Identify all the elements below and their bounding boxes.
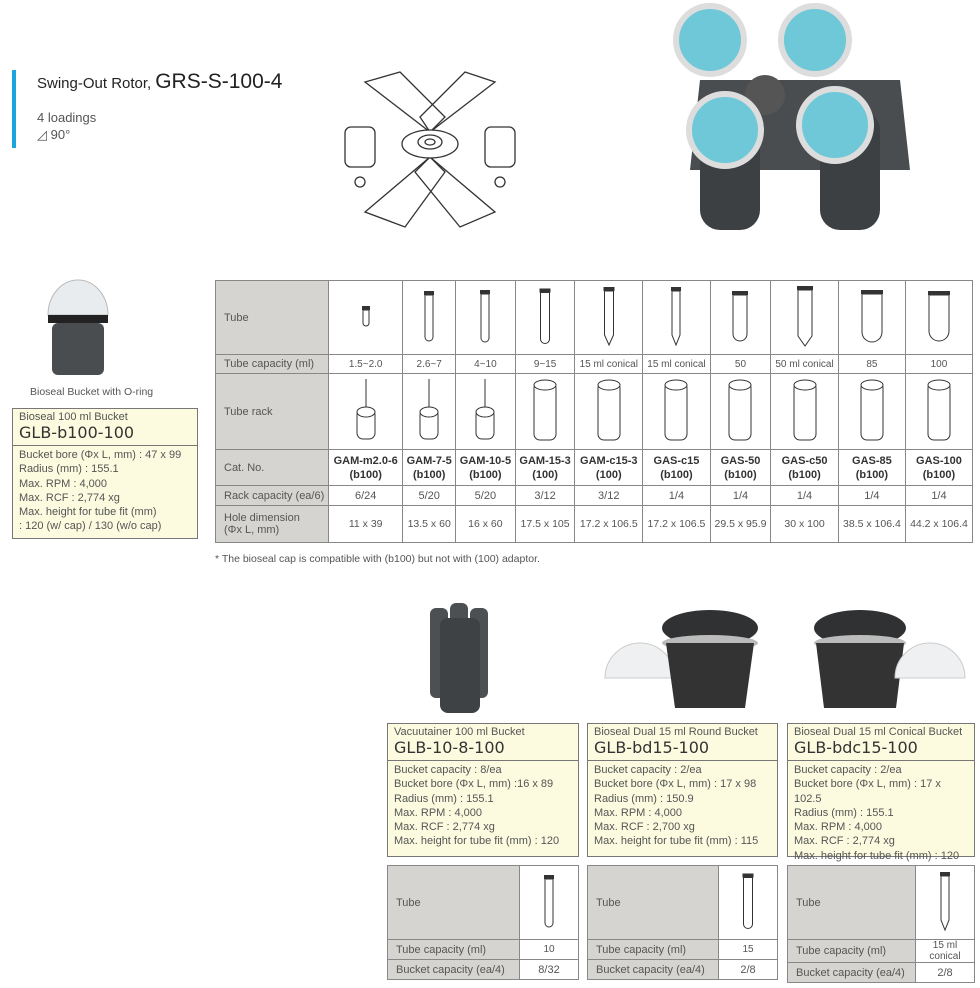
compatibility-table [215, 280, 973, 543]
tube-cell [719, 866, 778, 940]
row-label-capacity: Tube capacity (ml) [388, 940, 520, 960]
tube-cell [838, 281, 905, 355]
tube-icon [728, 866, 768, 936]
cat-no-cell [456, 450, 516, 486]
spec-line: Max. height for tube fit (mm) : 120 [394, 835, 560, 848]
tube-cell [515, 281, 575, 355]
rack-cell [643, 374, 711, 450]
rack-cell [838, 374, 905, 450]
bucket-cat-no: GLB-bd15-100 [594, 738, 710, 757]
spec-line: Bucket bore (Φx L, mm) : 17 x 102.5 [794, 778, 941, 805]
cat-no-cell [710, 450, 770, 486]
cat-adaptor: (b100) [412, 468, 446, 481]
rotor-photo [640, 0, 960, 245]
tube-icon [465, 281, 505, 351]
cat-no-cell [403, 450, 456, 486]
tube-rack-icon [409, 374, 449, 446]
rack-capacity-cell: 1/4 [643, 486, 711, 506]
label-line: Hole dimension [224, 512, 300, 524]
tube-cell [329, 281, 403, 355]
spec-line: Bucket bore (Φx L, mm) : 47 x 99 [19, 449, 182, 461]
spec-line: Max. height for tube fit (mm) [19, 506, 157, 519]
capacity-cell: 2.6~7 [403, 355, 456, 374]
rack-capacity-cell: 1/4 [838, 486, 905, 506]
rack-capacity-cell: 5/20 [403, 486, 456, 506]
cat-no: GAM-10-5 [459, 454, 512, 467]
tube-icon [919, 281, 959, 351]
hole-cell: 13.5 x 60 [403, 506, 456, 543]
page-title [37, 70, 282, 94]
rack-cell [403, 374, 456, 450]
capacity-cell: 100 [905, 355, 972, 374]
cat-no-cell [905, 450, 972, 486]
rack-cell [905, 374, 972, 450]
bucket-table-1 [587, 865, 778, 980]
spec-line: Bucket capacity : 8/ea [394, 764, 502, 776]
capacity-cell: 15 ml conical [575, 355, 643, 374]
cat-no-cell [575, 450, 643, 486]
tube-rack-icon [589, 374, 629, 446]
spec-line: Bucket bore (Φx L, mm) : 17 x 98 [594, 778, 757, 791]
cat-no: GAM-m2.0-6 [333, 454, 398, 467]
tube-icon [525, 281, 565, 351]
bucket-cat-no: GLB-bdc15-100 [794, 738, 918, 757]
bucket-cat-no: GLB-b100-100 [19, 423, 135, 442]
tube-rack-icon [656, 374, 696, 446]
spec-line: : 120 (w/ cap) / 130 (w/o cap) [19, 520, 162, 533]
tube-icon [589, 281, 629, 351]
accent-bar [12, 70, 16, 148]
bucket-table-2 [787, 865, 975, 983]
cat-adaptor: (b100) [788, 468, 821, 481]
footnote: * The bioseal cap is compatible with (b100) but not with (100) adaptor. [215, 553, 540, 565]
row-label-bucket-capacity: Bucket capacity (ea/4) [788, 963, 916, 983]
row-label-tube: Tube [788, 866, 916, 940]
model-number: GRS-S-100-4 [155, 70, 283, 93]
row-label-bucket-capacity: Bucket capacity (ea/4) [388, 960, 520, 980]
cat-no-cell [515, 450, 575, 486]
spec-line: Max. RCF : 2,700 xg [594, 821, 695, 834]
cat-adaptor: (100) [595, 468, 622, 481]
bucket-name: Bioseal 100 ml Bucket [19, 411, 128, 423]
rack-capacity-cell: 1/4 [771, 486, 839, 506]
tube-rack-icon [720, 374, 760, 446]
spec-line: Radius (mm) : 155.1 [794, 806, 894, 819]
row-label-tube: Tube [216, 281, 329, 355]
hole-cell: 17.2 x 106.5 [575, 506, 643, 543]
spec-line: Max. RPM : 4,000 [394, 806, 483, 819]
rack-capacity-cell: 3/12 [515, 486, 575, 506]
bucket-caption: Bioseal Bucket with O-ring [30, 386, 154, 398]
tube-cell [710, 281, 770, 355]
row-label-tube: Tube [588, 866, 719, 940]
rack-cell [329, 374, 403, 450]
cat-no-cell [643, 450, 711, 486]
title-text: Swing-Out Rotor, [37, 75, 152, 92]
label-line: (Φx L, mm) [224, 524, 280, 536]
cat-no: GAS-c50 [781, 454, 828, 467]
rack-capacity-cell: 3/12 [575, 486, 643, 506]
cat-no: GAS-50 [720, 454, 761, 467]
rack-cell [515, 374, 575, 450]
tube-cell [575, 281, 643, 355]
cat-adaptor: (b100) [922, 468, 956, 481]
tube-cell [643, 281, 711, 355]
capacity-cell: 50 [710, 355, 770, 374]
tube-rack-icon [785, 374, 825, 446]
bucket-capacity-cell: 2/8 [719, 960, 778, 980]
main-bucket-spec [12, 408, 198, 539]
tube-cell [520, 866, 579, 940]
cat-adaptor: (100) [532, 468, 558, 481]
cat-adaptor: (b100) [724, 468, 757, 481]
table-row-rack [216, 374, 973, 450]
cat-adaptor: (b100) [855, 468, 889, 481]
spec-line: Max. RCF : 2,774 xg [19, 491, 120, 504]
tube-cell [403, 281, 456, 355]
row-label-hole [216, 506, 329, 543]
row-label-capacity: Tube capacity (ml) [216, 355, 329, 374]
table-row-capacity [216, 355, 973, 374]
spec-line: Max. height for tube fit (mm) : 115 [594, 835, 759, 848]
spec-line: Max. RPM : 4,000 [594, 806, 683, 819]
spec-line: Radius (mm) : 155.1 [19, 463, 119, 476]
capacity-cell: 1.5~2.0 [329, 355, 403, 374]
hole-cell: 17.5 x 105 [515, 506, 575, 543]
bucket-name: Vacuutainer 100 ml Bucket [394, 726, 525, 738]
tube-cell [905, 281, 972, 355]
capacity-cell: 15 [719, 940, 778, 960]
table-row-rack-capacity [216, 486, 973, 506]
rack-capacity-cell: 6/24 [329, 486, 403, 506]
cat-adaptor: (b100) [469, 468, 502, 481]
row-label-capacity: Tube capacity (ml) [588, 940, 719, 960]
bucket-spec-0 [387, 723, 579, 857]
cat-no: GAS-85 [852, 454, 892, 467]
row-label-cat: Cat. No. [216, 450, 329, 486]
bucket-name: Bioseal Dual 15 ml Conical Bucket [794, 726, 963, 738]
spec-line: Radius (mm) : 150.9 [594, 792, 694, 805]
bucket-cat-no: GLB-10-8-100 [394, 738, 505, 757]
bucket-spec-2 [787, 723, 975, 862]
tube-icon [409, 281, 449, 351]
bucket-name: Bioseal Dual 15 ml Round Bucket [594, 726, 758, 738]
hole-cell: 29.5 x 95.9 [710, 506, 770, 543]
cat-no: GAM-15-3 [519, 454, 571, 467]
rack-cell [575, 374, 643, 450]
capacity-cell: 9~15 [515, 355, 575, 374]
row-label-tube: Tube [388, 866, 520, 940]
vacuutainer-bucket-photo [420, 598, 500, 716]
rack-capacity-cell: 1/4 [905, 486, 972, 506]
tube-icon [529, 866, 569, 936]
hole-cell: 17.2 x 106.5 [643, 506, 711, 543]
rack-cell [771, 374, 839, 450]
bucket-table-0 [387, 865, 579, 980]
capacity-cell: 15 ml conical [916, 940, 975, 963]
tube-rack-icon [465, 374, 505, 446]
bioseal-round-bucket-photo [600, 598, 780, 716]
spec-line: Max. height for tube fit (mm) : 120 [794, 849, 960, 862]
tube-icon [785, 281, 825, 351]
spec-line: Bucket capacity : 2/ea [594, 764, 702, 776]
row-label-bucket-capacity: Bucket capacity (ea/4) [588, 960, 719, 980]
tube-rack-icon [346, 374, 386, 446]
bucket-spec-1 [587, 723, 778, 857]
rack-cell [456, 374, 516, 450]
hole-cell: 38.5 x 106.4 [838, 506, 905, 543]
row-label-rack_capacity: Rack capacity (ea/6) [216, 486, 329, 506]
cat-no-cell [771, 450, 839, 486]
tube-icon [346, 281, 386, 351]
cat-adaptor: (b100) [660, 468, 693, 481]
capacity-cell: 10 [520, 940, 579, 960]
tube-cell [456, 281, 516, 355]
hole-cell: 30 x 100 [771, 506, 839, 543]
angle-icon: ◿ [37, 127, 51, 142]
cat-adaptor: (b100) [349, 468, 382, 481]
hole-cell: 16 x 60 [456, 506, 516, 543]
bucket-capacity-cell: 8/32 [520, 960, 579, 980]
rack-capacity-cell: 1/4 [710, 486, 770, 506]
cat-no: GAS-c15 [653, 454, 700, 467]
spec-line: Max. RPM : 4,000 [794, 821, 883, 834]
row-label-capacity: Tube capacity (ml) [788, 940, 916, 963]
hole-cell: 44.2 x 106.4 [905, 506, 972, 543]
cat-no: GAM-c15-3 [580, 454, 638, 467]
tube-icon [720, 281, 760, 351]
spec-list [13, 446, 197, 536]
cat-no: GAM-7-5 [406, 454, 452, 467]
bioseal-conical-bucket-photo [800, 598, 980, 716]
cat-no-cell [329, 450, 403, 486]
tube-rack-icon [919, 374, 959, 446]
tube-icon [656, 281, 696, 351]
hole-cell: 11 x 39 [329, 506, 403, 543]
tube-cell [771, 281, 839, 355]
capacity-cell: 4~10 [456, 355, 516, 374]
table-row-cat [216, 450, 973, 486]
tube-rack-icon [525, 374, 565, 446]
cat-no-cell [838, 450, 905, 486]
bucket-capacity-cell: 2/8 [916, 963, 975, 983]
rack-cell [710, 374, 770, 450]
tube-cell [916, 866, 975, 940]
tube-icon [852, 281, 892, 351]
rotor-drawing [325, 62, 535, 242]
spec-line: Max. RCF : 2,774 xg [394, 821, 495, 834]
capacity-cell: 50 ml conical [771, 355, 839, 374]
spec-line: Bucket capacity : 2/ea [794, 764, 902, 776]
capacity-cell: 15 ml conical [643, 355, 711, 374]
angle-text [37, 127, 70, 143]
cat-no: GAS-100 [916, 454, 962, 467]
spec-line: Max. RCF : 2,774 xg [794, 835, 895, 848]
tube-icon [925, 866, 965, 936]
loadings-text: 4 loadings [37, 110, 97, 125]
row-label-rack: Tube rack [216, 374, 329, 450]
spec-line: Max. RPM : 4,000 [19, 477, 108, 490]
bioseal-bucket-photo [38, 270, 118, 380]
angle-value: 90° [50, 127, 71, 142]
spec-line: Bucket bore (Φx L, mm) :16 x 89 [394, 778, 554, 791]
spec-line: Radius (mm) : 155.1 [394, 792, 494, 805]
rack-capacity-cell: 5/20 [456, 486, 516, 506]
table-row-tube [216, 281, 973, 355]
tube-rack-icon [852, 374, 892, 446]
table-row-hole [216, 506, 973, 543]
capacity-cell: 85 [838, 355, 905, 374]
